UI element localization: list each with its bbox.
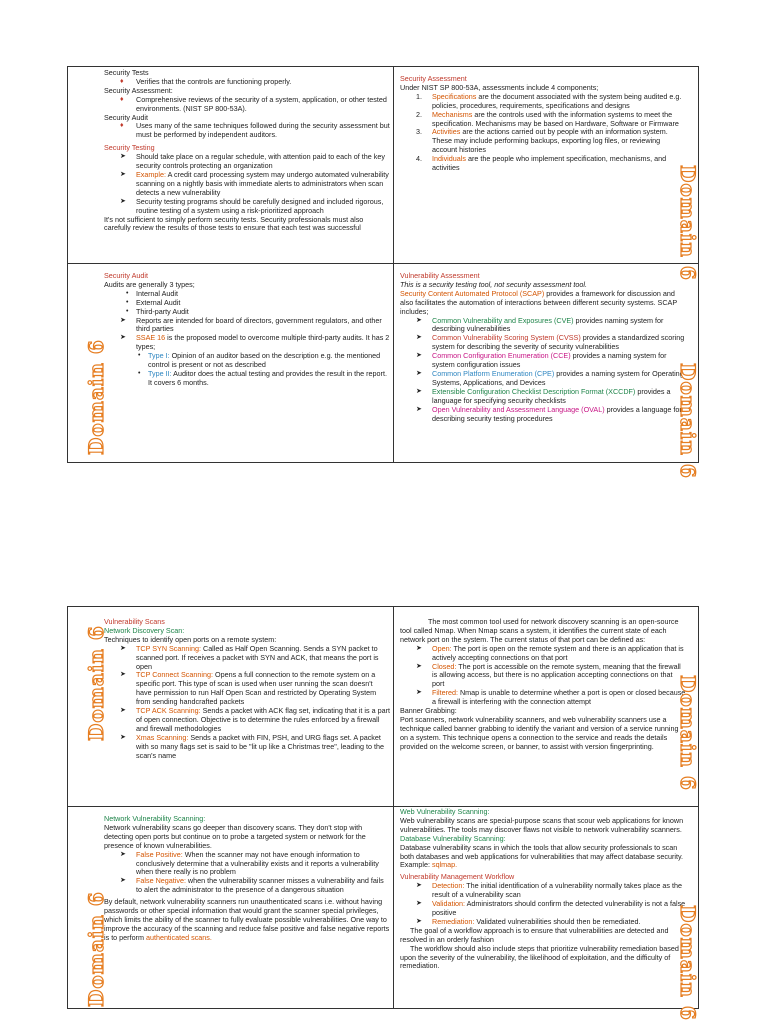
heading-security-tests: Security Tests	[104, 69, 149, 77]
domain-stamp: Domain 6	[84, 625, 108, 741]
bullet-icon: ♦	[120, 122, 124, 130]
arrow-bullet-icon: ➤	[416, 662, 422, 670]
dot-bullet-icon: •	[138, 352, 141, 360]
slide-page-2	[67, 606, 700, 1021]
web-vulnerability-cell	[400, 808, 686, 1004]
arrow-bullet-icon: ➤	[120, 153, 126, 161]
list-item: ➤ Common Configuration Enumeration (CCE) provides a naming system for system configuration issues	[416, 351, 667, 370]
list-item: • External Audit	[126, 297, 181, 307]
list-item: ➤ Remediation: Validated vulnerabilities should then be remediated.	[416, 916, 641, 926]
list-item: ➤ Xmas Scanning: Sends a packet with FIN, PSH, and URG flags set. A packet with so many flags set is said to be "lit up like a Christmas tree", leading to the scan's name	[120, 732, 384, 760]
list-item: ➤ TCP SYN Scanning: Called as Half Open Scanning. Sends a SYN packet to scanned port. If receives a packet with SYN and ACK, that means the port is open	[120, 643, 379, 671]
bullet-icon: ♦	[120, 95, 124, 103]
arrow-bullet-icon: ➤	[416, 882, 422, 890]
arrow-bullet-icon: ➤	[416, 334, 422, 342]
list-item: ➤ Extensible Configuration Checklist Description Format (XCCDF) provides a language for specifying security checklists	[416, 386, 671, 405]
list-item: ➤ False Negative: when the vulnerability scanner misses a vulnerability and fails to alert the administrator to the presence of a dangerous situation	[120, 876, 384, 895]
paragraph: Security Content Automated Protocol (SCAP) provides a framework for discussion and also facilitates the automation of interactions between different security systems. SCAP includes;	[400, 288, 677, 316]
paragraph: Network vulnerability scans go deeper than discovery scans. They don't stop with detecting open ports but continue on to probe a targeted system or network for the presence of known vulnerabilities.	[104, 822, 366, 850]
arrow-bullet-icon: ➤	[416, 644, 422, 652]
arrow-bullet-icon: ➤	[416, 405, 422, 413]
dot-bullet-icon: •	[126, 298, 129, 306]
list-item: ➤ TCP ACK Scanning: Sends a packet with ACK flag set, indicating that it is a part of open connection. Objective is to determine the rules enforced by a firewall and firewall methodologies	[120, 706, 390, 733]
arrow-bullet-icon: ➤	[416, 316, 422, 324]
bullet-icon: ♦	[120, 77, 124, 85]
divider-horizontal	[68, 806, 698, 807]
paragraph: The goal of a workflow approach is to ensure that vulnerabilities are detected and resolved in an orderly fashion	[400, 925, 669, 944]
arrow-bullet-icon: ➤	[416, 369, 422, 377]
list-item: ➤ Filtered: Nmap is unable to determine whether a port is open or closed because a firewall is interfering with the connection attempt	[416, 688, 686, 707]
heading-security-audit: Security Audit	[104, 272, 148, 280]
domain-stamp: Domain 6	[676, 905, 700, 1021]
list-item: ➤ False Positive: When the scanner may not have enough information to conclusively determine that a vulnerability exists and it reports a vulnerability when there really is no problem	[120, 849, 379, 877]
paragraph: The workflow should also include steps that prioritize vulnerability remediation based upon the severity of the vulnerability, the likelihood of exploitation, and the difficulty of remediation.	[400, 943, 679, 971]
divider-vertical	[393, 67, 394, 462]
paragraph: By default, network vulnerability scanners run unauthenticated scans i.e. without having passwords or other special information that would grant the scanner special privileges, which limits the ability of the scanner to fully evaluate possible vulnerabilities. One way to improve the accuracy of the scanning and reduce false positive and false negative reports is to perform authenticated scans.	[104, 897, 390, 942]
security-tests-cell	[104, 69, 390, 261]
heading-security-assessment: Security Assessment:	[104, 85, 173, 95]
list-item: ➤ Open Vulnerability and Assessment Language (OVAL) provides a language for describing security testing procedures	[416, 404, 682, 423]
list-item: • Third-party Audit	[126, 306, 189, 316]
arrow-bullet-icon: ➤	[120, 644, 126, 652]
list-item: ♦ Uses many of the same techniques followed during the security assessment but must be performed by independent auditors.	[120, 121, 390, 140]
list-item: ➤ Common Platform Enumeration (CPE) provides a naming system for Operating Systems, Applications, and Devices	[416, 368, 684, 387]
slide-page-1	[67, 66, 700, 479]
vulnerability-scans-cell	[104, 618, 390, 804]
paragraph: Under NIST SP 800-53A, assessments include 4 components;	[400, 82, 599, 92]
list-item: ➤ Should take place on a regular schedule, with attention paid to each of the key security controls protecting an organization	[120, 152, 385, 171]
heading-network-discovery-scan: Network Discovery Scan:	[104, 625, 185, 635]
heading-vulnerability-scans: Vulnerability Scans	[104, 618, 165, 626]
paragraph: It's not sufficient to simply perform security tests. Security professionals must also carefully review the results of those tests to ensure that each test was successful	[104, 214, 364, 233]
list-item: ➤ Open: The port is open on the remote system and there is an application that is actively accepting connections on that port	[416, 643, 684, 662]
domain-stamp: Domain 6	[676, 363, 700, 479]
heading-vulnerability-management-workflow: Vulnerability Management Workflow	[400, 872, 515, 882]
arrow-bullet-icon: ➤	[120, 850, 126, 858]
heading-network-vulnerability-scanning: Network Vulnerability Scanning:	[104, 815, 206, 823]
list-item: ➤ SSAE 16 is the proposed model to overcome multiple third-party audits. It has 2 types;	[120, 333, 390, 352]
arrow-bullet-icon: ➤	[416, 917, 422, 925]
list-item: ➤ Reports are intended for board of directors, government regulators, and other third parties	[120, 315, 382, 334]
arrow-bullet-icon: ➤	[120, 334, 126, 342]
arrow-bullet-icon: ➤	[120, 733, 126, 741]
arrow-bullet-icon: ➤	[120, 707, 126, 715]
domain-stamp: Domain 6	[676, 165, 700, 281]
list-item: 2. Mechanisms are the controls used with the information systems to meet the specification. Mechanisms may be based on Hardware, Software or Firmware	[416, 109, 679, 128]
security-assessment-cell	[400, 75, 686, 261]
list-item: ♦ Verifies that the controls are functioning properly.	[120, 76, 292, 86]
list-item: ♦ Comprehensive reviews of the security of a system, application, or other tested environments. (NIST SP 800-53A).	[120, 94, 387, 113]
arrow-bullet-icon: ➤	[120, 671, 126, 679]
divider-horizontal	[68, 263, 698, 264]
list-item: ➤ Security testing programs should be carefully designed and included rigorous, routine testing of a system using a risk-prioritized approach	[120, 196, 384, 215]
list-item: ➤ Example: A credit card processing system may undergo automated vulnerability scanning on a nightly basis with immediate alerts to administrators when scan detects a new vulnerability	[120, 169, 389, 197]
heading-security-testing: Security Testing	[104, 143, 155, 153]
arrow-bullet-icon: ➤	[120, 170, 126, 178]
arrow-bullet-icon: ➤	[416, 900, 422, 908]
paragraph: Audits are generally 3 types;	[104, 279, 195, 289]
arrow-bullet-icon: ➤	[416, 352, 422, 360]
paragraph: Database vulnerability scans in which the tools that allow security professionals to scan both databases and web applications for vulnerabilities that may affect database security. Example: sqlmap.	[400, 842, 684, 870]
arrow-bullet-icon: ➤	[120, 197, 126, 205]
paragraph: Port scanners, network vulnerability scanners, and web vulnerability scanners use a technique called banner grabbing to identify the variant and version of a service running on a system. This technique opens a connection to the service and reads the details provided on the welcome screen, or banner, to assist with version fingerprinting.	[400, 714, 679, 751]
domain-stamp: Domain 6	[676, 675, 700, 791]
list-item: ➤ Common Vulnerability Scoring System (CVSS) provides a standardized scoring system for describing the severity of security vulnerabilities	[416, 333, 685, 352]
heading-database-vulnerability-scanning: Database Vulnerability Scanning:	[400, 833, 506, 843]
heading-web-vulnerability-scanning: Web Vulnerability Scanning:	[400, 808, 490, 816]
list-item: ➤ TCP Connect Scanning: Opens a full connection to the remote system on a specific port. This type of scan is used when user running the scan doesn't have permission to run Half Open Scan and restricted by Operating System from sending handcrafted packets	[120, 670, 377, 707]
list-item: ➤ Closed: The port is accessible on the remote system, meaning that the firewall is allowing access, but there is no application accepting connections on that port	[416, 661, 681, 689]
dot-bullet-icon: •	[138, 369, 141, 377]
network-vulnerability-cell	[104, 815, 390, 1004]
list-item: 3. Activities are the actions carried out by people with an information system. These may include performing backups, exporting log files, or reviewing account histories	[416, 127, 668, 155]
note: This is a security testing tool, not security assessment tool.	[400, 279, 587, 289]
list-item: • Type II: Auditor does the actual testing and provides the result in the report. It covers 6 months.	[138, 368, 387, 387]
list-item: ➤ Detection: The initial identification of a vulnerability normally takes place as the result of a vulnerability scan	[416, 881, 682, 900]
paragraph: Web vulnerability scans are special-purpose scans that scour web applications for known vulnerabilities. The tools may discover flaws not visible to network vulnerability scanners.	[400, 815, 684, 834]
paragraph: The most common tool used for network discovery scanning is an open-source tool called Nmap. When Nmap scans a system, it identifies the current state of each network port on the system. The current status of that port can be defined as:	[400, 618, 679, 644]
list-item: 1. Specifications are the document associated with the system being audited e.g. policies, procedures, requirements, specifications and designs	[416, 91, 682, 110]
divider-vertical	[393, 607, 394, 1008]
heading-security-assessment: Security Assessment	[400, 75, 467, 83]
arrow-bullet-icon: ➤	[120, 316, 126, 324]
list-item: ➤ Validation: Administrators should confirm the detected vulnerability is not a false positive	[416, 899, 686, 917]
list-item: ➤ Common Vulnerability and Exposures (CVE) provides naming system for describing vulnerabilities	[416, 315, 664, 334]
arrow-bullet-icon: ➤	[120, 877, 126, 885]
domain-stamp: Domain 6	[84, 891, 108, 1007]
security-audit-cell	[104, 272, 390, 458]
arrow-bullet-icon: ➤	[416, 689, 422, 697]
list-item: 4. Individuals are the people who implement specification, mechanisms, and activities	[416, 154, 667, 173]
dot-bullet-icon: •	[126, 307, 129, 315]
heading-vulnerability-assessment: Vulnerability Assessment	[400, 272, 480, 280]
dot-bullet-icon: •	[126, 289, 129, 297]
domain-stamp: Domain 6	[84, 339, 108, 455]
paragraph: Techniques to identify open ports on a remote system:	[104, 634, 277, 644]
arrow-bullet-icon: ➤	[416, 387, 422, 395]
heading-banner-grabbing: Banner Grabbing:	[400, 706, 457, 716]
nmap-cell	[400, 618, 686, 804]
heading-security-audit: Security Audit	[104, 112, 148, 122]
list-item: • Type I: Opinion of an auditor based on the description e.g. the mentioned control is present or not as described	[138, 351, 381, 370]
list-item: • Internal Audit	[126, 288, 178, 298]
vulnerability-assessment-cell	[400, 272, 686, 458]
